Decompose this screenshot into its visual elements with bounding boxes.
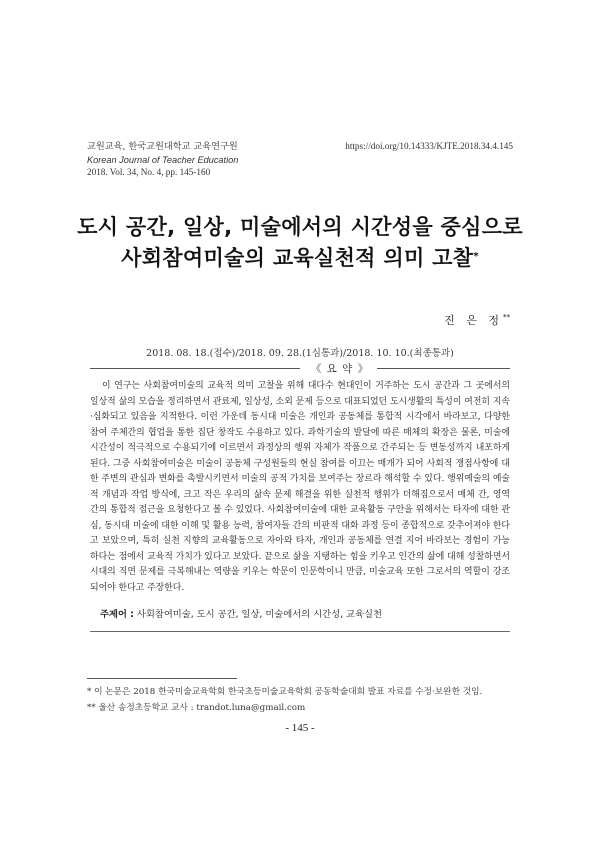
doi-link[interactable]: https://doi.org/10.14333/KJTE.2018.34.4.145 (345, 141, 513, 151)
paper-title (60, 212, 540, 274)
title-line-2 (60, 243, 540, 274)
abstract (90, 379, 510, 596)
abstract-text: 이 연구는 사회참여미술의 교육적 의미 고찰을 위해 대다수 현대인이 거주하는 도시 공간과 그 곳에서의 일상적 삶의 모습을 정리하면서 관료제, 일상성, 소외 문제 등으로 대표되었던 도시생활의 특성이 여전히 지속 ·심화되고 있음을 지적한다. 이런 가운데 동시대 미술은 개인과 공동체를 통합적 시각에서 바라보고, 다양한 참여 주체간의 협업을 통한 집단 창작도 수용하고 있다. 과학기술의 발달에 따른 매체의 확장은 물론, 미술에 시간성이 적극적으로 수용되기에 이르면서 과정상의 행위 자체가 작품으로 간주되는 등 변동성까지 내포하게 된다. 그중 사회참여미술은 미술이 공동체 구성원들의 현실 참여를 이끄는 매개가 되어 사회적 쟁점사항에 대한 주변의 관심과 변화를 촉발시키면서 미술의 공적 가치를 보여주는 장르라 해석할 수 있다. 행위예술의 예술적 개념과 작업 방식에, 크고 작은 우리의 삶속 문제 해결을 위한 실천적 행위가 더해짐으로서 매체 간, 영역 간의 통합적 접근을 요청한다고 볼 수 있었다. 사회참여미술에 대한 교육활동 구안을 위해서는 타자에 대한 관심, 동시대 미술에 대한 이해 및 활용 능력, 참여자들 간의 비판적 대화 과정 등이 종합적으로 갖추어져야 한다고 보았으며, 특히 실천 지향의 교육활동으로 자아와 타자, 개인과 공동체를 연결 지어 바라보는 경험이 가능하다는 점에서 교육적 가치가 있다고 보았다. 끝으로 삶을 지탱하는 힘을 키우고 인간의 삶에 대해 성찰하면서 시대의 직면 문제를 극복해내는 역량을 키우는 학문이 인문학이니 만큼, 미술교육 또한 그로서의 역할이 강조되어야 한다고 주장한다. (90, 381, 510, 593)
footnote-1: * 이 논문은 2018 한국미술교육학회 한국초등미술교육학회 공동학술대회 발표 자료를 수정·보완한 것임. (87, 687, 483, 697)
author-name (444, 312, 510, 328)
title-line-2-text: 사회참여미술의 교육실천적 의미 고찰 (121, 246, 474, 270)
review-dates: 2018. 08. 18.(접수)/2018. 09. 28.(1심통과)/2018. 10. 10.(최종통과) (146, 348, 454, 359)
summary-heading (0, 361, 600, 375)
footnotes (87, 684, 482, 716)
keywords-text: 사회참여미술, 도시 공간, 일상, 미술에서의 시간성, 교육실천 (136, 609, 382, 620)
journal-name-korean: 교원교육, 한국교원대학교 교육연구원 (87, 141, 238, 152)
summary-rule-left (90, 368, 305, 369)
title-footnote-mark: * (473, 251, 479, 262)
keywords (100, 606, 382, 620)
footnote-rule (87, 678, 237, 679)
summary-rule-right (377, 368, 510, 369)
journal-header (87, 141, 238, 179)
author-footnote-mark: ** (503, 313, 510, 322)
footnote-2: ** 울산 송정초등학교 교사 : trandot.luna@gmail.com (87, 703, 306, 713)
title-line-1: 도시 공간, 일상, 미술에서의 시간성을 중심으로 (77, 215, 523, 239)
abstract-bottom-rule (90, 631, 510, 632)
journal-name-english: Korean Journal of Teacher Education (87, 154, 239, 165)
author-name-text: 진 은 정 (444, 314, 503, 327)
page-number: - 145 - (285, 722, 315, 734)
volume-info: 2018. Vol. 34, No. 4, pp. 145-160 (87, 167, 211, 178)
summary-label: 《 요 약 》 (300, 361, 380, 376)
keywords-label: 주제어 : (100, 609, 134, 620)
